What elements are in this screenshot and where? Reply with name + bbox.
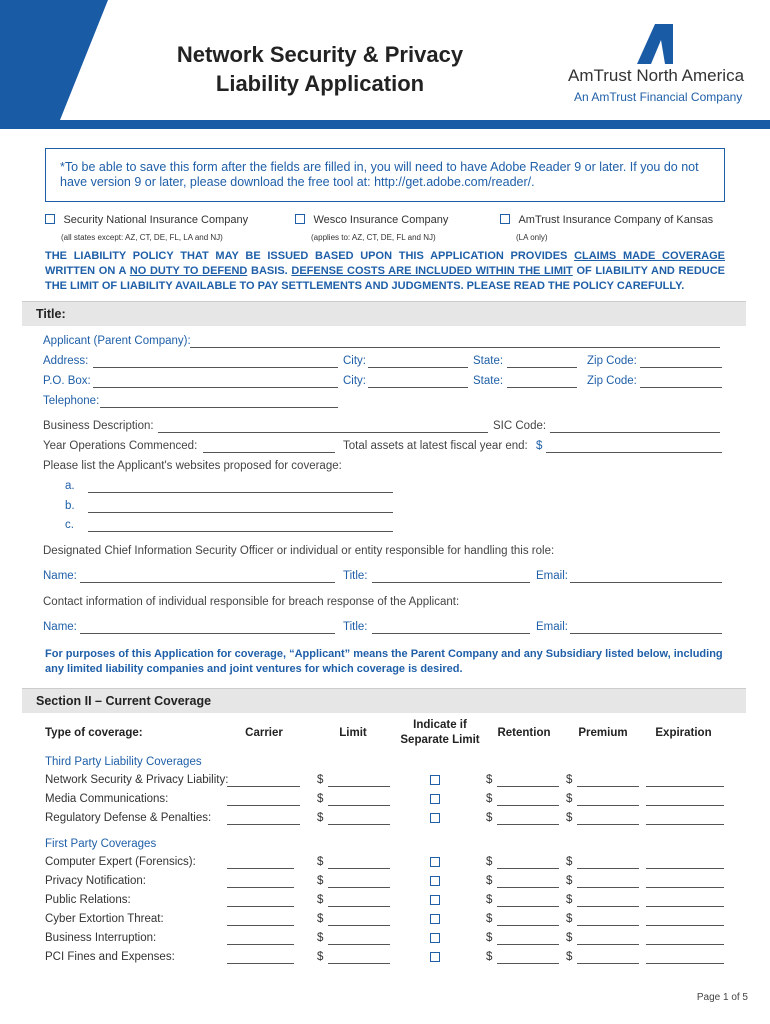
po-box-label: P.O. Box:: [43, 375, 91, 387]
coverage-label: Privacy Notification:: [45, 875, 146, 887]
separate-limit-checkbox[interactable]: [430, 813, 440, 823]
retention-dollar: $: [486, 856, 493, 868]
carrier-field[interactable]: [227, 925, 294, 926]
header-expiration: Expiration: [655, 727, 712, 739]
website-b-field[interactable]: [88, 512, 393, 513]
breach-title-field[interactable]: [372, 633, 530, 634]
state-label-2: State:: [473, 375, 504, 387]
zip-label-2: Zip Code:: [587, 375, 637, 387]
carrier-field[interactable]: [227, 805, 300, 806]
dollar-sign: $: [536, 440, 543, 452]
header-type: Type of coverage:: [45, 727, 143, 739]
limit-dollar: $: [317, 774, 324, 786]
retention-field[interactable]: [497, 925, 559, 926]
separate-limit-checkbox[interactable]: [430, 933, 440, 943]
website-c-label: c.: [65, 519, 74, 531]
premium-dollar: $: [566, 951, 573, 963]
ciso-title-label: Title:: [343, 570, 368, 582]
website-b-label: b.: [65, 500, 75, 512]
retention-dollar: $: [486, 932, 493, 944]
expiration-field[interactable]: [646, 786, 724, 787]
retention-dollar: $: [486, 894, 493, 906]
premium-field[interactable]: [577, 887, 639, 888]
breach-email-field[interactable]: [570, 633, 722, 634]
premium-field[interactable]: [577, 868, 639, 869]
checkbox[interactable]: [295, 214, 305, 224]
coverage-label: Regulatory Defense & Penalties:: [45, 812, 212, 824]
applicant-label: Applicant (Parent Company):: [43, 335, 191, 347]
ciso-title-field[interactable]: [372, 582, 530, 583]
carrier-field[interactable]: [227, 868, 294, 869]
limit-dollar: $: [317, 894, 324, 906]
limit-field[interactable]: [328, 786, 390, 787]
company-option-security-national[interactable]: Security National Insurance Company (all states except: AZ, CT, DE, FL, LA and NJ): [45, 210, 248, 242]
coverage-label: Network Security & Privacy Liability:: [45, 774, 229, 786]
limit-dollar: $: [317, 812, 324, 824]
coverage-label: Public Relations:: [45, 894, 131, 906]
premium-dollar: $: [566, 913, 573, 925]
po-box-field[interactable]: [93, 387, 338, 388]
address-field[interactable]: [93, 367, 338, 368]
expiration-field[interactable]: [646, 887, 724, 888]
applicant-field[interactable]: [190, 347, 720, 348]
year-operations-label: Year Operations Commenced:: [43, 440, 198, 452]
header-band: [0, 120, 770, 129]
company-option-amtrust-kansas[interactable]: AmTrust Insurance Company of Kansas (LA only): [500, 210, 713, 242]
retention-field[interactable]: [497, 887, 559, 888]
website-a-label: a.: [65, 480, 75, 492]
state-field[interactable]: [507, 367, 577, 368]
retention-dollar: $: [486, 774, 493, 786]
expiration-field[interactable]: [646, 805, 724, 806]
retention-dollar: $: [486, 793, 493, 805]
premium-dollar: $: [566, 894, 573, 906]
coverage-label: Cyber Extortion Threat:: [45, 913, 164, 925]
zip-label: Zip Code:: [587, 355, 637, 367]
expiration-field[interactable]: [646, 925, 724, 926]
website-c-field[interactable]: [88, 531, 393, 532]
corner-band: [0, 0, 60, 120]
separate-limit-checkbox[interactable]: [430, 952, 440, 962]
premium-dollar: $: [566, 875, 573, 887]
retention-field[interactable]: [497, 906, 559, 907]
breach-title-label: Title:: [343, 621, 368, 633]
coverage-label: Business Interruption:: [45, 932, 157, 944]
website-a-field[interactable]: [88, 492, 393, 493]
total-assets-field[interactable]: [546, 452, 722, 453]
premium-dollar: $: [566, 812, 573, 824]
limit-field[interactable]: [328, 805, 390, 806]
year-operations-field[interactable]: [203, 452, 335, 453]
section-2-header: Section II – Current Coverage: [22, 688, 746, 713]
city-field-2[interactable]: [368, 387, 468, 388]
premium-dollar: $: [566, 932, 573, 944]
zip-field-2[interactable]: [640, 387, 722, 388]
adobe-notice: *To be able to save this form after the fields are filled in, you will need to have Adobe Reader 9 or later. If you do not have version 9 or later, please download the free tool at: http://get.adobe.com/reader/.: [45, 148, 725, 202]
breach-contact-label: Contact information of individual responsible for breach response of the Applicant:: [43, 596, 460, 608]
carrier-field[interactable]: [227, 963, 294, 964]
limit-dollar: $: [317, 793, 324, 805]
breach-name-label: Name:: [43, 621, 77, 633]
business-description-field[interactable]: [158, 432, 488, 433]
separate-limit-checkbox[interactable]: [430, 794, 440, 804]
header-carrier: Carrier: [245, 727, 283, 739]
header-premium: Premium: [578, 727, 628, 739]
limit-field[interactable]: [328, 944, 390, 945]
business-description-label: Business Description:: [43, 420, 154, 432]
retention-field[interactable]: [497, 786, 559, 787]
checkbox[interactable]: [45, 214, 55, 224]
limit-dollar: $: [317, 951, 324, 963]
coverage-label: PCI Fines and Expenses:: [45, 951, 175, 963]
breach-name-field[interactable]: [80, 633, 335, 634]
state-field-2[interactable]: [507, 387, 577, 388]
premium-dollar: $: [566, 793, 573, 805]
retention-field[interactable]: [497, 868, 559, 869]
retention-field[interactable]: [497, 805, 559, 806]
ciso-name-label: Name:: [43, 570, 77, 582]
address-label: Address:: [43, 355, 89, 367]
separate-limit-checkbox[interactable]: [430, 895, 440, 905]
header-limit: Limit: [339, 727, 367, 739]
expiration-field[interactable]: [646, 868, 724, 869]
header-separate-limit: Indicate if Separate Limit: [400, 719, 480, 746]
brand-subtitle: An AmTrust Financial Company: [574, 90, 743, 104]
breach-email-label: Email:: [536, 621, 568, 633]
expiration-field[interactable]: [646, 824, 724, 825]
first-party-heading: First Party Coverages: [45, 838, 157, 850]
page-number: Page 1 of 5: [696, 992, 748, 1003]
premium-dollar: $: [566, 774, 573, 786]
premium-field[interactable]: [577, 786, 639, 787]
ciso-name-field[interactable]: [80, 582, 335, 583]
websites-label: Please list the Applicant's websites proposed for coverage:: [43, 460, 342, 472]
retention-dollar: $: [486, 812, 493, 824]
limit-field[interactable]: [328, 887, 390, 888]
separate-limit-checkbox[interactable]: [430, 857, 440, 867]
separate-limit-checkbox[interactable]: [430, 775, 440, 785]
expiration-field[interactable]: [646, 944, 724, 945]
carrier-field[interactable]: [227, 786, 300, 787]
city-label-2: City:: [343, 375, 366, 387]
company-option-wesco[interactable]: Wesco Insurance Company (applies to: AZ, CT, DE, FL and NJ): [295, 210, 448, 242]
premium-field[interactable]: [577, 824, 639, 825]
limit-field[interactable]: [328, 906, 390, 907]
carrier-field[interactable]: [227, 944, 294, 945]
limit-field[interactable]: [328, 925, 390, 926]
applicant-definition: For purposes of this Application for coverage, “Applicant” means the Parent Company and any Subsidiary listed below, including any limited liability companies and joint ventures for which coverage is desired.: [45, 648, 723, 675]
header-retention: Retention: [497, 727, 551, 739]
limit-field[interactable]: [328, 824, 390, 825]
page-title: Network Security & Privacy Liability Application: [176, 42, 464, 96]
retention-dollar: $: [486, 913, 493, 925]
telephone-label: Telephone:: [43, 395, 100, 407]
ciso-email-label: Email:: [536, 570, 568, 582]
retention-dollar: $: [486, 875, 493, 887]
city-label: City:: [343, 355, 366, 367]
ciso-label: Designated Chief Information Security Officer or individual or entity responsible for handling this role:: [43, 545, 555, 557]
city-field[interactable]: [368, 367, 468, 368]
carrier-field[interactable]: [227, 824, 300, 825]
limit-field[interactable]: [328, 868, 390, 869]
corner-band-slant: [60, 0, 108, 120]
expiration-field[interactable]: [646, 906, 724, 907]
third-party-heading: Third Party Liability Coverages: [45, 756, 202, 768]
checkbox[interactable]: [500, 214, 510, 224]
limit-dollar: $: [317, 932, 324, 944]
limit-dollar: $: [317, 913, 324, 925]
section-1-header: Title:: [22, 301, 746, 326]
separate-limit-checkbox[interactable]: [430, 914, 440, 924]
sic-code-label: SIC Code:: [493, 420, 547, 432]
separate-limit-checkbox[interactable]: [430, 876, 440, 886]
retention-field[interactable]: [497, 963, 559, 964]
zip-field[interactable]: [640, 367, 722, 368]
coverage-label: Media Communications:: [45, 793, 169, 805]
premium-field[interactable]: [577, 963, 639, 964]
sic-code-field[interactable]: [550, 432, 720, 433]
premium-field[interactable]: [577, 805, 639, 806]
expiration-field[interactable]: [646, 963, 724, 964]
premium-field[interactable]: [577, 925, 639, 926]
premium-field[interactable]: [577, 944, 639, 945]
claims-made-disclaimer: THE LIABILITY POLICY THAT MAY BE ISSUED BASED UPON THIS APPLICATION PROVIDES CLAIMS MADE COVERAGE WRITTEN ON A NO DUTY TO DEFEND BASIS. DEFENSE COSTS ARE INCLUDED WITHIN THE LIMIT OF LIABILITY AND REDUCE THE LIMIT OF LIABILITY AVAILABLE TO PAY SETTLEMENTS AND JUDGMENTS. PLEASE READ THE POLICY CAREFULLY.: [45, 250, 725, 292]
retention-field[interactable]: [497, 824, 559, 825]
retention-field[interactable]: [497, 944, 559, 945]
retention-dollar: $: [486, 951, 493, 963]
coverage-label: Computer Expert (Forensics):: [45, 856, 196, 868]
carrier-field[interactable]: [227, 906, 294, 907]
state-label: State:: [473, 355, 504, 367]
amtrust-logo-icon: [637, 24, 673, 64]
limit-field[interactable]: [328, 963, 390, 964]
ciso-email-field[interactable]: [570, 582, 722, 583]
limit-dollar: $: [317, 856, 324, 868]
total-assets-label: Total assets at latest fiscal year end:: [343, 440, 528, 452]
brand-name: AmTrust North America: [568, 66, 745, 85]
premium-dollar: $: [566, 856, 573, 868]
premium-field[interactable]: [577, 906, 639, 907]
telephone-field[interactable]: [100, 407, 338, 408]
limit-dollar: $: [317, 875, 324, 887]
carrier-field[interactable]: [227, 887, 294, 888]
